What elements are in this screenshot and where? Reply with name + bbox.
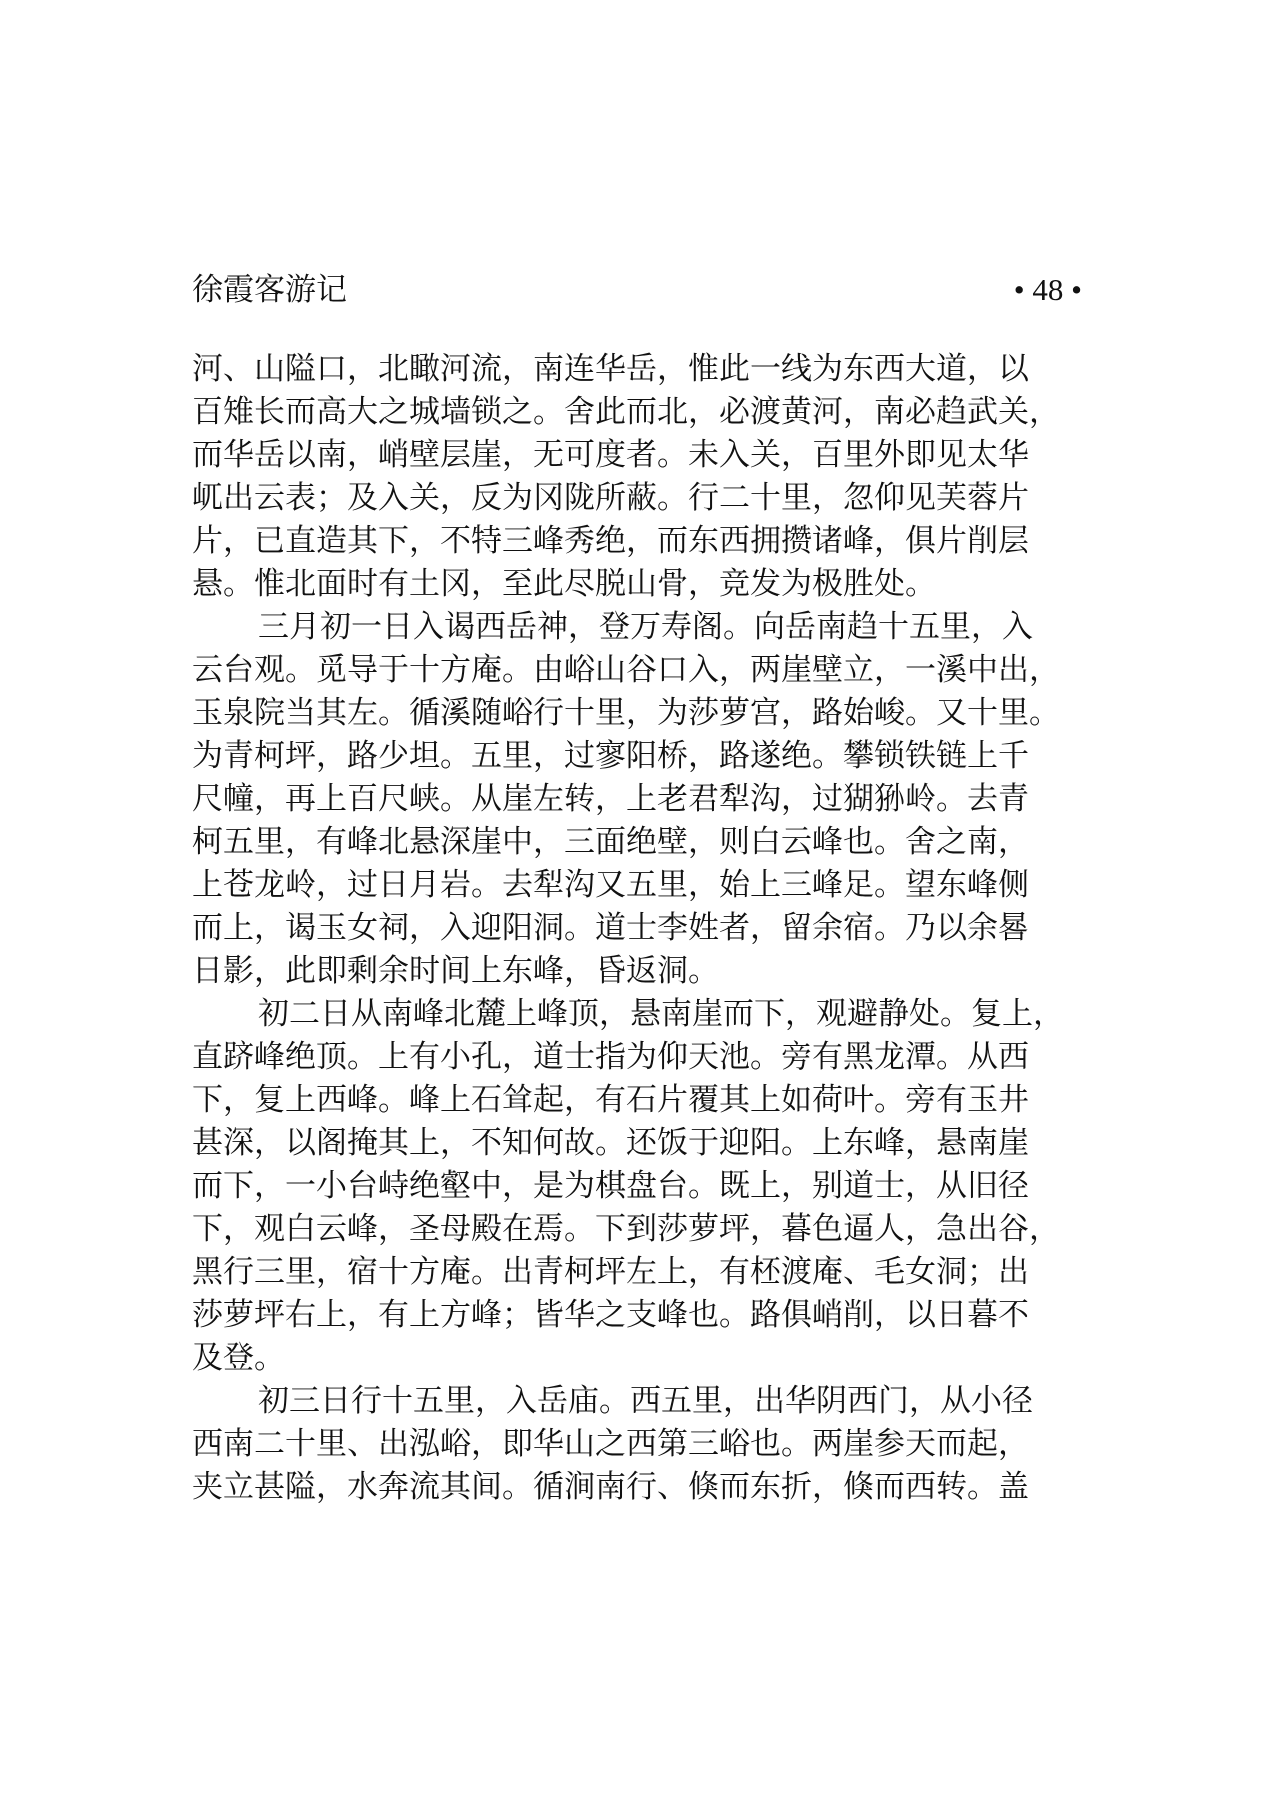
text-line: 西南二十里、出泓峪，即华山之西第三峪也。两崖参天而起，: [192, 1426, 1029, 1462]
text-line: 黑行三里，宿十方庵。出青柯坪左上，有柸渡庵、毛女洞；出: [192, 1254, 1029, 1290]
text-line: 初三日行十五里，入岳庙。西五里，出华阴西门，从小径: [258, 1383, 1033, 1419]
text-line: 而下，一小台峙绝壑中，是为棋盘台。既上，别道士，从旧径: [192, 1168, 1029, 1204]
text-line: 初二日从南峰北麓上峰顶，悬南崖而下，观避静处。复上，: [258, 996, 1064, 1032]
text-line: 云台观。觅导于十方庵。由峪山谷口入，两崖壁立，一溪中出，: [192, 652, 1060, 688]
text-line: 直跻峰绝顶。上有小孔，道士指为仰天池。旁有黑龙潭。从西: [192, 1039, 1029, 1075]
text-line: 百雉长而高大之城墙锁之。舍此而北，必渡黄河，南必趋武关，: [192, 394, 1060, 430]
text-line: 莎萝坪右上，有上方峰；皆华之支峰也。路俱峭削，以日暮不: [192, 1297, 1029, 1333]
text-line: 屼出云表；及入关，反为冈陇所蔽。行二十里，忽仰见芙蓉片: [192, 480, 1029, 516]
text-line: 而上，谒玉女祠，入迎阳洞。道士李姓者，留余宿。乃以余晷: [192, 910, 1029, 946]
text-line: 河、山隘口，北瞰河流，南连华岳，惟此一线为东西大道，以: [192, 351, 1029, 387]
page-number: • 48 •: [1013, 272, 1082, 307]
text-line: 甚深，以阁掩其上，不知何故。还饭于迎阳。上东峰，悬南崖: [192, 1125, 1029, 1161]
text-line: 下，观白云峰，圣母殿在焉。下到莎萝坪，暮色逼人，急出谷，: [192, 1211, 1060, 1247]
text-line: 日影，此即剩余时间上东峰，昏返洞。: [192, 953, 719, 989]
text-line: 尺幢，再上百尺峡。从崖左转，上老君犁沟，过猢狲岭。去青: [192, 781, 1029, 817]
text-line: 上苍龙岭，过日月岩。去犁沟又五里，始上三峰足。望东峰侧: [192, 867, 1029, 903]
text-line: 柯五里，有峰北悬深崖中，三面绝壁，则白云峰也。舍之南，: [192, 824, 1029, 860]
text-line: 为青柯坪，路少坦。五里，过寥阳桥，路遂绝。攀锁铁链上千: [192, 738, 1029, 774]
text-line: 下，复上西峰。峰上石耸起，有石片覆其上如荷叶。旁有玉井: [192, 1082, 1029, 1118]
page-header: [192, 268, 1082, 312]
text-line: 三月初一日入谒西岳神，登万寿阁。向岳南趋十五里，入: [258, 609, 1033, 645]
text-line: 玉泉院当其左。循溪随峪行十里，为莎萝宫，路始峻。又十里。: [192, 695, 1060, 731]
book-title: 徐霞客游记: [192, 272, 347, 308]
text-line: 夹立甚隘，水奔流其间。循涧南行、倏而东折，倏而西转。盖: [192, 1469, 1029, 1505]
text-line: 及登。: [192, 1340, 285, 1376]
text-line: 悬。惟北面时有土冈，至此尽脱山骨，竞发为极胜处。: [192, 566, 936, 602]
text-line: 而华岳以南，峭壁层崖，无可度者。未入关，百里外即见太华: [192, 437, 1029, 473]
text-line: 片，已直造其下，不特三峰秀绝，而东西拥攒诸峰，俱片削层: [192, 523, 1029, 559]
body-text: [192, 348, 1092, 1509]
